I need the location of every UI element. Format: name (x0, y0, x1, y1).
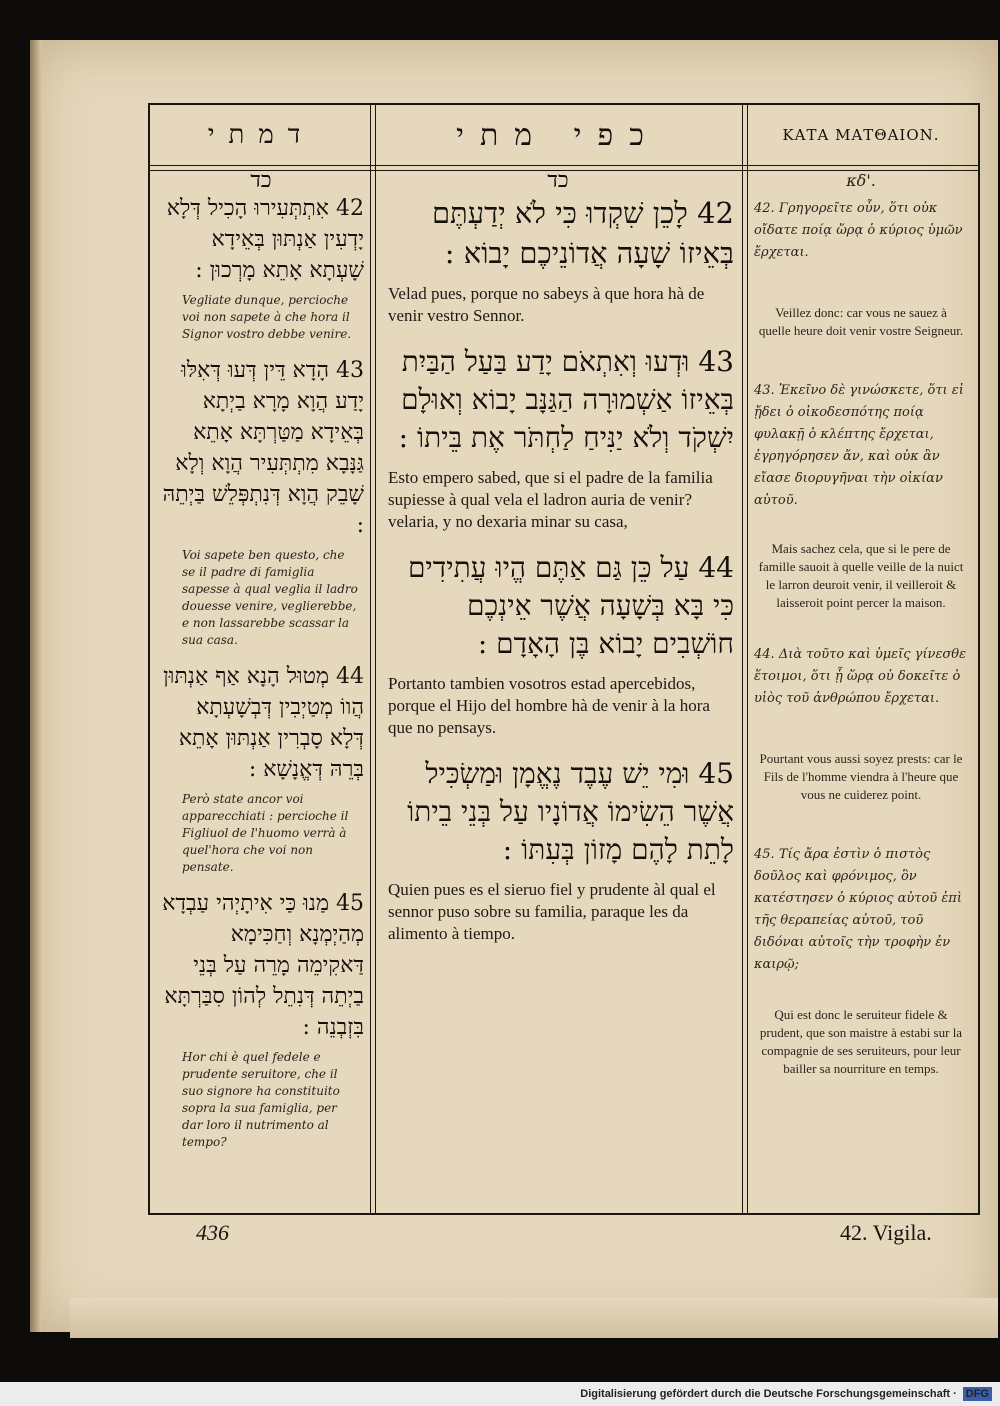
verse-number: 44 (698, 551, 734, 584)
aramaic-text: אִתְתְּעִירוּ הָכִיל דְּלָא יָדְעִין אַנְתּוּן בְּאֵידָא שָׁעְתָא אָתֵא מָרְכוּן : (166, 196, 364, 283)
greek-running-title: ΚΑΤΑ ΜΑΤΘΑΙΟΝ. (782, 126, 940, 144)
aramaic-chapter: כד (250, 168, 272, 193)
aramaic-header (158, 105, 364, 165)
verse-number: 43 (698, 345, 734, 378)
column-rule-right (742, 105, 748, 1213)
aramaic-text: הָדָא דֵּין דְּעוּ דְּאִלּוּ יָדַע הֲוָא מָרָא בַיְתָא בְּאֵידָא מַטַּרְתָּא אָתֵא גַּנָּבָא מִתְתְּעִיר הֲוָא וְלָא שָׁבֵק הֲוָא דְּנִתְפְּלֵשׁ בַּיְתֵהּ : (162, 358, 364, 538)
page-number: 436 (196, 1220, 229, 1245)
greek-header (754, 105, 968, 165)
aramaic-verse-42 (158, 193, 364, 343)
page-bottom-shade (70, 1298, 998, 1338)
hebrew-verse-42 (382, 193, 734, 327)
aramaic-text: מַנוּ כַּי אִיתָיְהי עַבְדָא מְהַיְמְנָא וְחַכִּימָא דַּאקִימֵה מָרֵה עַל בְּנֵי בַיְתֵה דְּנִתֵל לְהוֹן סִבַּרְתָּא בִּזְבְנֵה : (162, 891, 364, 1040)
hebrew-running-title: כפי מתי (456, 117, 660, 153)
hebrew-verse-45 (382, 755, 734, 945)
greek-column (754, 105, 968, 1213)
verse-number: 45. (754, 847, 775, 862)
verse-number: 42 (697, 196, 734, 230)
greek-verse-44 (754, 644, 968, 804)
french-translation: Pourtant vous aussi soyez prests: car le Fils de l'homme viendra à l'heure que vous ne cuiderez point. (759, 751, 963, 802)
hebrew-verse-43 (382, 343, 734, 533)
verse-number: 45 (698, 757, 734, 790)
greek-text: Ἐκεῖνο δὲ γινώσκετε, ὅτι εἰ ᾔδει ὁ οἰκοδεσπότης ποίᾳ φυλακῇ ὁ κλέπτης ἔρχεται, ἐγρηγόρησεν ἄν, καὶ οὐκ ἂν εἴασε διορυγῆναι τὴν οἰκίαν αὐτοῦ. (754, 383, 964, 508)
verse-number: 44 (336, 664, 364, 689)
hebrew-text: לָכֵן שִׁקְדוּ כִּי לֹא יְדַעְתֶּם בְּאֵיזוֹ שָׁעָה אֲדוֹנֵיכֶם יָבוֹא : (431, 196, 734, 270)
verse-number: 44. (754, 647, 775, 662)
digitization-credit-bar (0, 1382, 1000, 1406)
greek-verse-43 (754, 380, 968, 612)
catchword: 42. Vigila. (840, 1220, 932, 1245)
italian-translation: Vegliate dunque, percioche voi non sapete à che hora il Signor vostro debbe venire. (182, 293, 352, 341)
verse-number: 45 (336, 891, 364, 916)
spanish-translation: Velad pues, porque no sabeys à que hora hà de venir vestro Sennor. (388, 284, 705, 325)
hebrew-text: וּדְעוּ וְאִתְאֹם יָדַע בַּעַל הַבַּיִת בְּאֵיזוֹ אַשְׁמוּרָה הַגַּנָּב יָבוֹא וְאוּלָם יִשְׁקֹד וְלֹא יַנִּיחַ לַחְתֹּר אֶת בֵּיתוֹ : (398, 345, 734, 454)
column-rule-left (370, 105, 376, 1213)
aramaic-text: מְטוּל הָנָא אַף אַנְתּוּן הֲווֹ מְטַיְבִין דְּבְשָׁעְתָא דְּלָא סָבְרִין אַנְתּוּן אָתֵא בְּרֵהּ דְּאֱנָשָׁא : (163, 664, 364, 782)
italian-translation: Hor chi è quel fedele e prudente seruitore, che il suo signore ha constituito sopra la sua famiglia, per dar loro il nutrimento al tempo? (182, 1050, 340, 1149)
greek-text: Τίς ἄρα ἐστὶν ὁ πιστὸς δοῦλος καὶ φρόνιμος, ὃν κατέστησεν ὁ κύριος αὐτοῦ ἐπὶ τῆς θεραπείας αὐτοῦ, τοῦ διδόναι αὐτοῖς τὴν τροφὴν ἐν καιρῷ; (754, 847, 962, 972)
aramaic-verse-45 (158, 888, 364, 1151)
verse-number: 42. (754, 201, 775, 216)
hebrew-column (382, 105, 734, 1213)
hebrew-text: וּמִי יֵשׁ עֶבֶד נֶאֱמָן וּמַשְׂכִּיל אֲשֶׁר הֵשִׂימוֹ אֲדוֹנָיו עַל בְּנֵי בֵיתוֹ לָתֵת לָהֶם מָזוֹן בְּעִתּוֹ : (407, 757, 734, 866)
aramaic-column (158, 105, 364, 1213)
aramaic-verse-44 (158, 661, 364, 876)
greek-verse-42 (754, 198, 968, 340)
spanish-translation: Esto empero sabed, que si el padre de la familia supiesse à qual vela el ladron auria de venir? velaria, y no dexaria minar su casa, (388, 468, 713, 531)
french-translation: Qui est donc le seruiteur fidele & prudent, que son maistre à estabi sur la compagnie de ses seruiteurs, pour leur bailler sa nourriture en temps. (759, 1007, 963, 1076)
verse-number: 43 (336, 358, 364, 383)
aramaic-running-title: דמתי (207, 120, 315, 150)
french-translation: Mais sachez cela, que si le pere de famille sauoit à quelle veille de la nuict le larron deuroit venir, il veilleroit & laisseroit point percer la maison. (758, 541, 964, 610)
greek-text: Γρηγορεῖτε οὖν, ὅτι οὐκ οἴδατε ποίᾳ ὥρᾳ ὁ κύριος ὑμῶν ἔρχεται. (754, 201, 963, 260)
dfg-logo-icon: DFG (963, 1387, 992, 1401)
italian-translation: Però state ancor voi apparecchiati : percioche il Figliuol de l'huomo verrà à quel'hora che voi non pensate. (182, 792, 349, 874)
french-translation: Veillez donc: car vous ne sauez à quelle heure doit venir vostre Seigneur. (758, 305, 964, 338)
page-edge (30, 40, 42, 1332)
aramaic-verse-43 (158, 355, 364, 649)
italian-translation: Voi sapete ben questo, che se il padre di famiglia sapesse à qual veglia il ladro douesse venire, veglierebbe, e non lassarebbe scassar la sua casa. (182, 548, 358, 647)
verse-number: 43. (754, 383, 775, 398)
hebrew-chapter: כד (547, 168, 569, 193)
hebrew-header (382, 105, 734, 165)
verse-number: 42 (336, 196, 364, 221)
hebrew-verse-44 (382, 549, 734, 739)
spanish-translation: Portanto tambien vosotros estad apercebidos, porque el Hijo del hombre hà de venir à la hora que no pensays. (388, 674, 710, 737)
spanish-translation: Quien pues es el sieruo fiel y prudente àl qual el sennor puso sobre su familia, paraque les da alimento à tiempo. (388, 880, 716, 943)
hebrew-text: עַל כֵּן גַּם אַתֶּם הֱיוּ עֲתִידִים כִּי בָּא בְּשָׁעָה אֲשֶׁר אֵינְכֶם חוֹשְׁבִים יָבוֹא בֶּן הָאָדָם : (407, 551, 734, 660)
greek-verse-45 (754, 844, 968, 1078)
greek-chapter: κδ'. (846, 171, 876, 190)
greek-text: Διὰ τοῦτο καὶ ὑμεῖς γίνεσθε ἕτοιμοι, ὅτι ᾗ ὥρᾳ οὐ δοκεῖτε ὁ υἱὸς τοῦ ἀνθρώπου ἔρχεται. (754, 647, 967, 706)
text-frame (148, 103, 980, 1215)
credit-text: Digitalisierung gefördert durch die Deutsche Forschungsgemeinschaft · (580, 1388, 957, 1400)
